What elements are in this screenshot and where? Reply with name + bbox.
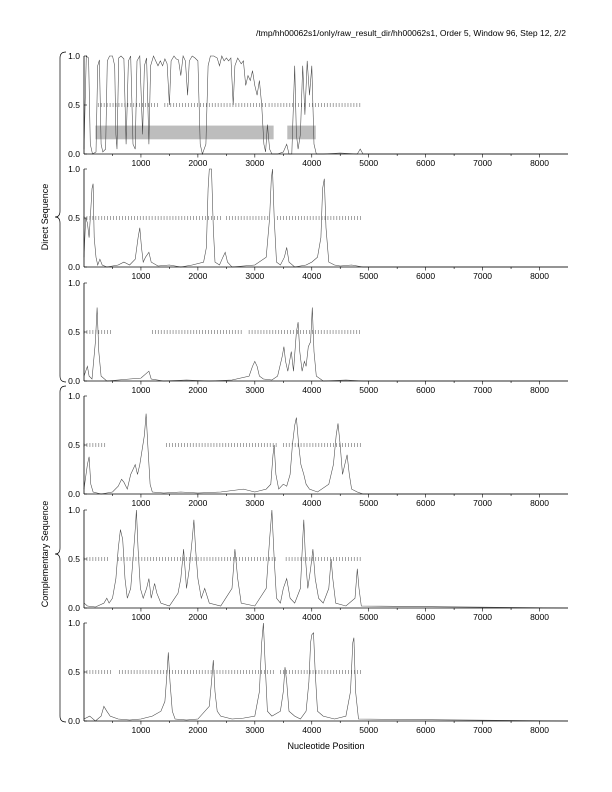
y-tick-label: 1.0 [68,164,80,174]
x-tick-label: 7000 [473,158,493,168]
x-tick-label: 5000 [359,725,379,735]
x-tick-label: 1000 [131,271,151,281]
y-tick-label: 0.5 [68,554,80,564]
y-tick-label: 1.0 [68,51,80,61]
x-tick-label: 4000 [302,158,322,168]
group-label: Complementary Sequence [40,500,50,608]
x-tick-label: 5000 [359,271,379,281]
y-tick-label: 0.5 [68,440,80,450]
x-tick-label: 8000 [530,612,549,622]
x-tick-label: 5000 [359,158,379,168]
series-line [84,414,568,494]
x-tick-label: 7000 [473,498,493,508]
x-tick-label: 4000 [302,498,322,508]
x-tick-label: 1000 [131,385,151,395]
figure-header: /tmp/hh00062s1/only/raw_result_dir/hh00062s1, Order 5, Window 96, Step 12, 2/2 [256,28,566,38]
x-tick-label: 2000 [188,271,208,281]
y-tick-label: 0.0 [68,262,80,272]
x-tick-label: 1000 [131,498,151,508]
panel-direct-2 [68,164,568,281]
x-tick-label: 8000 [530,498,549,508]
y-tick-label: 0.5 [68,213,80,223]
y-tick-label: 0.0 [68,376,80,386]
panel-direct-3 [68,278,568,395]
x-tick-label: 2000 [188,725,208,735]
x-tick-label: 6000 [416,385,436,395]
x-tick-label: 7000 [473,725,493,735]
x-tick-label: 5000 [359,498,379,508]
y-tick-label: 0.0 [68,603,80,613]
x-tick-label: 4000 [302,271,322,281]
series-line [84,308,568,382]
y-tick-label: 0.5 [68,327,80,337]
x-tick-label: 7000 [473,612,493,622]
x-tick-label: 4000 [302,385,322,395]
y-tick-label: 1.0 [68,278,80,288]
panel-comp-2 [68,505,568,622]
series-line [84,623,568,721]
x-tick-label: 6000 [416,612,436,622]
highlight-bar [95,126,273,140]
x-tick-label: 2000 [188,385,208,395]
plot-panels [68,51,568,735]
x-tick-label: 6000 [416,498,436,508]
y-tick-label: 1.0 [68,618,80,628]
x-tick-label: 6000 [416,725,436,735]
x-axis-label: Nucleotide Position [287,741,365,751]
y-tick-label: 0.0 [68,716,80,726]
x-tick-label: 6000 [416,158,436,168]
x-tick-label: 5000 [359,612,379,622]
x-tick-label: 3000 [245,385,265,395]
x-tick-label: 5000 [359,385,379,395]
group-brace [55,52,66,382]
group-braces [40,52,66,722]
y-tick-label: 0.0 [68,489,80,499]
series-line [84,169,568,267]
y-tick-label: 1.0 [68,391,80,401]
y-tick-label: 0.5 [68,100,80,110]
x-tick-label: 4000 [302,725,322,735]
x-tick-label: 2000 [188,158,208,168]
x-tick-label: 3000 [245,725,265,735]
highlight-bar [287,126,315,140]
y-tick-label: 1.0 [68,505,80,515]
x-tick-label: 8000 [530,385,549,395]
x-tick-label: 1000 [131,725,151,735]
x-tick-label: 1000 [131,612,151,622]
y-tick-label: 0.5 [68,667,80,677]
panel-comp-3 [68,618,568,735]
panel-direct-1 [68,51,568,168]
group-label: Direct Sequence [40,183,50,251]
x-tick-label: 8000 [530,271,549,281]
x-tick-label: 6000 [416,271,436,281]
x-tick-label: 4000 [302,612,322,622]
x-tick-label: 7000 [473,385,493,395]
x-tick-label: 3000 [245,158,265,168]
y-tick-label: 0.0 [68,149,80,159]
panel-comp-1 [68,391,568,508]
x-tick-label: 2000 [188,612,208,622]
x-tick-label: 1000 [131,158,151,168]
x-tick-label: 8000 [530,725,549,735]
group-brace [55,386,66,722]
x-tick-label: 8000 [530,158,549,168]
x-tick-label: 7000 [473,271,493,281]
x-tick-label: 2000 [188,498,208,508]
x-tick-label: 3000 [245,271,265,281]
x-tick-label: 3000 [245,498,265,508]
x-tick-label: 3000 [245,612,265,622]
